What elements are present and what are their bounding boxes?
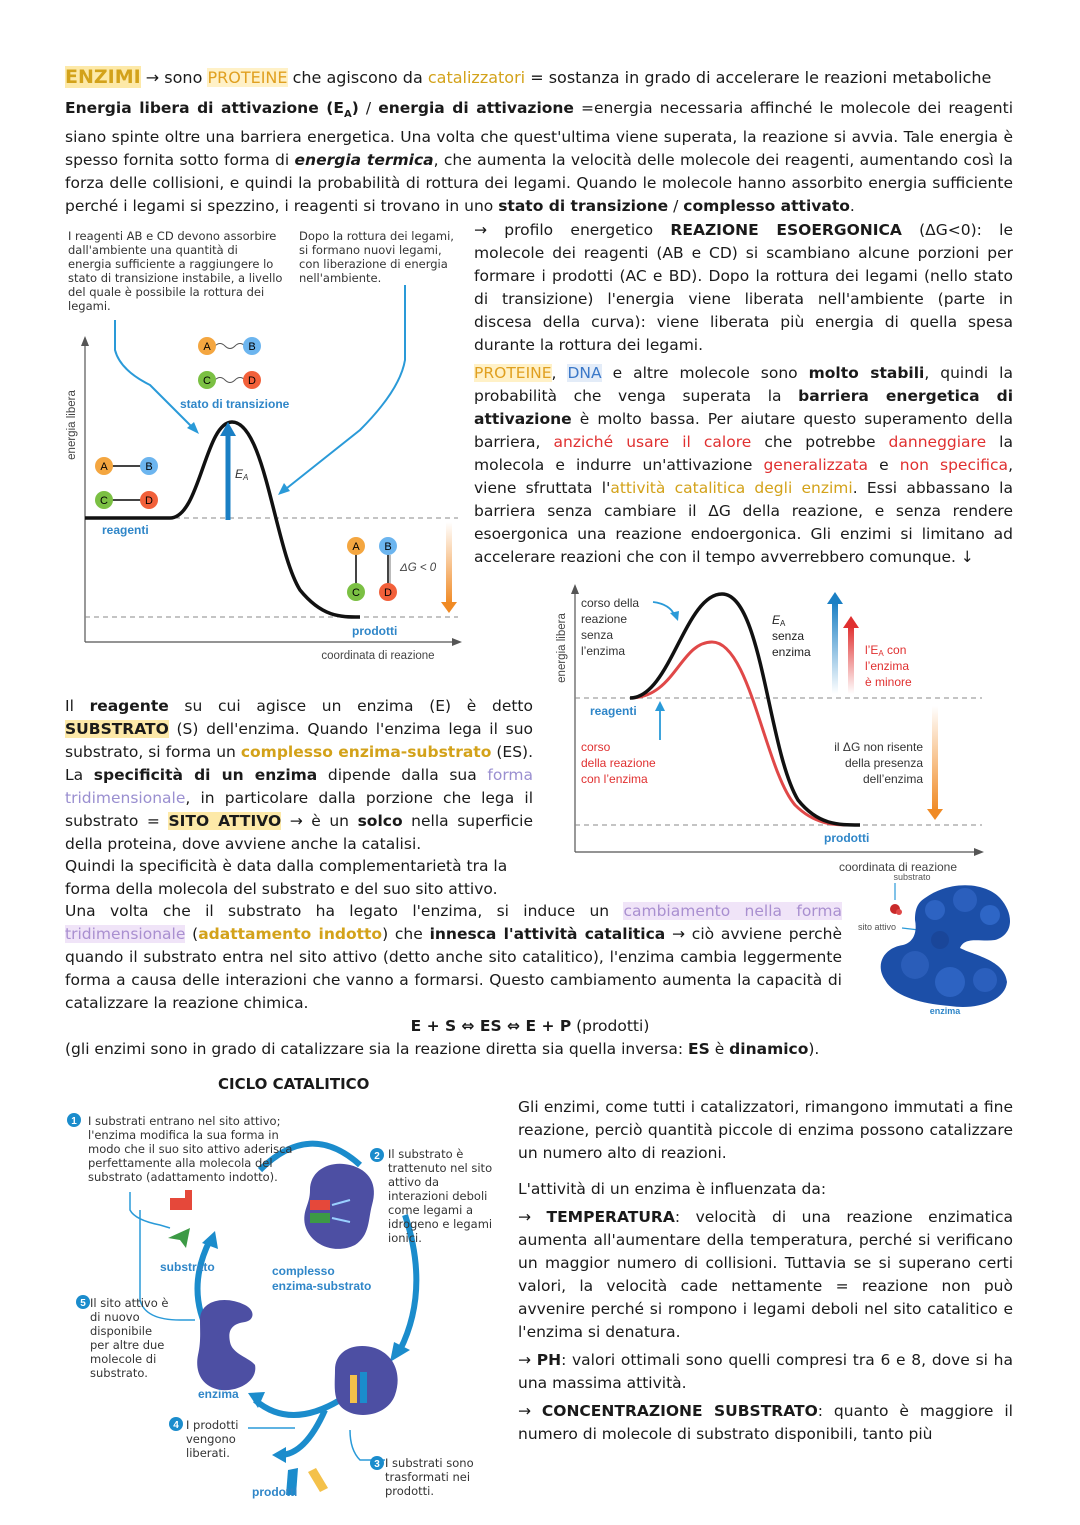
- svg-text:D: D: [384, 587, 392, 599]
- eqnote-t1: (gli enzimi sono in grado di catalizzare sia la reazione diretta sia quella inversa:: [65, 1040, 689, 1058]
- fig1-caption-right: Dopo la rottura dei legami, si formano nuovi legami, con liberazione di energia nell'ambiente.: [299, 229, 454, 285]
- stability-t1: e altre molecole sono: [601, 364, 809, 382]
- cycle-product-yellow: [308, 1468, 328, 1492]
- induced-fit-paragraph: [65, 900, 842, 1015]
- conc-text: : quanto è maggiore il numero di molecole di substrato disponibili, tanto più: [518, 1402, 1013, 1443]
- substrate-t1: Il: [65, 697, 90, 715]
- cycle-n3: 3: [374, 1459, 380, 1470]
- intro-text3: /: [668, 197, 684, 216]
- fig2-ylabel: energia libera: [556, 613, 568, 683]
- stability-t4: che potrebbe: [751, 433, 889, 451]
- fig1-dg: ΔG < 0: [400, 562, 437, 574]
- substrate-t6: , in particolare dalla porzione che lega il substrato =: [65, 789, 533, 830]
- title-rest: = sostanza in grado di accelerare le reazioni metaboliche: [530, 68, 992, 87]
- substrate-b3: specificità di un enzima: [93, 766, 318, 784]
- cycle-substrate-red: [170, 1190, 192, 1210]
- cycle-arrow-bottom: [255, 1400, 340, 1415]
- cycle-n4: 4: [173, 1420, 179, 1431]
- cycle-step1: I substrati entrano nel sito attivo; l'enzima modifica la sua forma in modo che il suo sito attivo aderisca perfettamente alla molecola del substrato (adattamento indotto).: [88, 1114, 293, 1184]
- fig1-ea: EA: [235, 467, 249, 482]
- fig1-reagents: reagenti: [102, 523, 149, 537]
- temp-term: TEMPERATURA: [546, 1208, 675, 1226]
- svg-text:D: D: [248, 375, 256, 387]
- stability-b1: molto stabili: [808, 364, 925, 382]
- temp-text: : velocità di una reazione enzimatica aumenta all'aumentare della temperatura, perché si verificano un maggior numero di collisioni. Tuttavia se si superano certi valori, la velocità cade nettamente = reazione non può avvenire perché si rompono i legami deboli nel sito catalitico e l'enzima si denatura.: [518, 1208, 1013, 1341]
- cycle-label-substrate: substrato: [160, 1260, 215, 1274]
- svg-text:A: A: [100, 461, 108, 473]
- fig2-products: prodotti: [824, 831, 870, 845]
- fig1-energy-diagram: [60, 280, 470, 665]
- equation-products: (prodotti): [571, 1017, 650, 1035]
- substrate-t2: su cui agisce un enzima (E) è detto: [168, 697, 533, 715]
- stability-t7: , viene sfruttata l': [474, 456, 1013, 497]
- intro-term4: complesso attivato: [683, 197, 850, 216]
- intro-em: energia termica: [294, 151, 434, 170]
- fig1-ylabel: energia libera: [66, 390, 78, 460]
- cycle-n5: 5: [80, 1298, 86, 1309]
- substrate-b2: SUBSTRATO: [65, 720, 169, 738]
- svg-text:C: C: [100, 495, 108, 507]
- stability-r4: non specifica: [899, 456, 1009, 474]
- stability-t8: . Essi abbassano la barriera senza cambiare il ΔG della reazione, e senza rendere esoergonica una reazione endoergonica. Gli enzimi si limitano ad accelerare reazioni che con il tempo avverrebbero comunque. ↓: [474, 479, 1013, 566]
- title-enzimi: ENZIMI: [65, 66, 141, 88]
- fig2-reagents: reagenti: [590, 704, 637, 718]
- substrate-t5: dipende dalla sua: [317, 766, 488, 784]
- fig2-dg-note: il ΔG non risente della presenza dell’enzima: [834, 740, 923, 786]
- intro-term2: energia di attivazione: [378, 99, 574, 117]
- fig1-pointer-left: [115, 320, 195, 430]
- title-sono: sono: [164, 68, 203, 87]
- eqnote-b2: dinamico: [729, 1040, 809, 1058]
- stability-r1: anziché usare il calore: [553, 433, 752, 451]
- fig1-curve: [85, 422, 360, 617]
- stability-b2: barriera energetica di attivazione: [474, 387, 1014, 428]
- substrate-b1: reagente: [89, 697, 169, 715]
- enzyme-img-substrate: substrato: [893, 872, 931, 882]
- catalyst-paragraph: Gli enzimi, come tutti i catalizzatori, rimangono immutati a fine reazione, perciò quantità piccole di enzima possono catalizzare un numero alto di reazioni.: [518, 1098, 1013, 1162]
- cycle-enzyme-products: [335, 1346, 398, 1415]
- substrate-b5: solco: [357, 812, 403, 830]
- svg-text:B: B: [145, 461, 153, 473]
- cycle-label-products: prodotti: [252, 1485, 298, 1499]
- svg-text:C: C: [203, 375, 211, 387]
- exergonic-term: REAZIONE ESOERGONICA: [670, 221, 902, 239]
- stability-t6: e: [868, 456, 900, 474]
- stability-r3: generalizzata: [763, 456, 869, 474]
- cycle-n1: 1: [71, 1116, 77, 1127]
- cycle-step4: I prodotti vengono liberati.: [186, 1418, 239, 1460]
- svg-text:B: B: [384, 541, 392, 553]
- conc-arrow: →: [518, 1402, 542, 1420]
- equation-main: E + S ⇔ ES ⇔ E + P: [410, 1017, 572, 1035]
- cycle-step3: I substrati sono trasformati nei prodotti.: [385, 1456, 474, 1498]
- fig2-course-without: corso della reazione senza l’enzima: [581, 596, 640, 658]
- stability-paragraph: [474, 362, 1013, 569]
- enzyme-img-site: sito attivo: [858, 922, 897, 932]
- substrate-l1: forma tridimensionale: [65, 766, 534, 807]
- intro-term1: Energia libera di attivazione $(E_A)$: [65, 99, 359, 121]
- equation: [0, 1015, 1080, 1038]
- induced-g1: adattamento indotto: [198, 925, 383, 943]
- title-arrow: →: [145, 68, 160, 87]
- intro-text4: .: [849, 197, 855, 216]
- svg-text:A: A: [352, 541, 360, 553]
- fig1-xlabel: coordinata di reazione: [321, 650, 435, 662]
- fig1-products: prodotti: [352, 624, 398, 638]
- stability-t2: , quindi la probabilità che venga superata la: [474, 364, 1013, 405]
- temperature-paragraph: [518, 1206, 1013, 1344]
- specificity-paragraph: Quindi la specificità è data dalla complementarietà tra la forma della molecola del substrato e del suo sito attivo.: [65, 857, 508, 898]
- stability-g1: attività catalitica degli enzimi: [610, 479, 853, 497]
- fig1-transition: stato di transizione: [180, 397, 290, 411]
- cycle-substrate-green: [168, 1228, 190, 1248]
- substrate-g1: complesso enzima-substrato: [240, 743, 492, 761]
- stability-dna: DNA: [567, 364, 602, 382]
- concentration-paragraph: [518, 1400, 1013, 1446]
- induced-t4: → ciò avviene perchè quando il substrato entra nel sito attivo (detto anche sito catalitico), l'enzima cambia leggermente forma a causa delle interazioni che vanno a formarsi. Questo cambiamento aumenta la capacità di catalizzare la reazione chimica.: [65, 925, 842, 1012]
- eqnote-b1: ES: [688, 1040, 710, 1058]
- fig1-mol-transition: [198, 337, 261, 389]
- title-mid: che agiscono da: [292, 68, 423, 87]
- substrate-t4: (ES). La: [65, 743, 534, 784]
- induced-t3: ) che: [382, 925, 430, 943]
- fig2-xlabel: coordinata di reazione: [838, 860, 958, 874]
- exergonic-arrow: →: [474, 221, 487, 239]
- stability-r2: danneggiare: [888, 433, 987, 451]
- cycle-complex: [304, 1164, 374, 1249]
- substrate-t3: (S) dell'enzima. Quando l'enzima lega il suo substrato, si forma un: [65, 720, 533, 761]
- intro-text1: =energia necessaria affinché le molecole dei reagenti siano spinte oltre una barriera energetica. Una volta che quest'ultima viene superata, la reazione si avvia. Tale energia è spesso fornita sotto forma di: [65, 99, 1014, 170]
- title-catalizzatori: catalizzatori: [427, 68, 526, 87]
- ph-paragraph: [518, 1349, 1013, 1395]
- cycle-label-enzyme: enzima: [198, 1387, 239, 1401]
- cycle-step2: Il substrato è trattenuto nel sito attivo da interazioni deboli come legami a idrogeno e legami ionici.: [388, 1147, 493, 1245]
- induced-t2: (: [185, 925, 199, 943]
- equation-note: [65, 1038, 1013, 1061]
- enzyme-blob: [881, 885, 1010, 1007]
- fig2-ea-with: l’EA con l’enzima è minore: [865, 643, 912, 689]
- intro-sep: /: [358, 99, 379, 117]
- fig2-ea-without: EA senza enzima: [772, 613, 811, 659]
- fig2-course-with: corso della reazione con l’enzima: [581, 740, 656, 786]
- fig1-mol-reagents: [95, 457, 158, 509]
- substrate-t7: → è un: [281, 812, 358, 830]
- temp-arrow: →: [518, 1208, 547, 1226]
- title-proteine: PROTEINE: [207, 68, 288, 87]
- induced-p1: cambiamento nella forma tridimensionale: [65, 902, 842, 943]
- title-line: [65, 66, 1025, 89]
- svg-text:D: D: [145, 495, 153, 507]
- intro-term3: stato di transizione: [498, 197, 669, 216]
- svg-text:C: C: [352, 587, 360, 599]
- stability-proteine: PROTEINE: [474, 364, 552, 382]
- substrate-b4: SITO ATTIVO: [168, 812, 282, 830]
- induced-b1: innesca l'attività catalitica: [429, 925, 666, 943]
- fig2-curve-without: [630, 594, 860, 825]
- cycle-title: CICLO CATALITICO: [218, 1075, 370, 1093]
- ph-text: : valori ottimali sono quelli compresi tra 6 e 8, dove si ha una massima attività.: [518, 1351, 1013, 1392]
- stability-t3: è molto bassa. Per aiutare questo superamento della barriera,: [474, 410, 1013, 451]
- influence-intro: L'attività di un enzima è influenzata da:: [518, 1180, 827, 1198]
- ph-term: PH: [536, 1351, 562, 1369]
- enzyme-img-enzyme: enzima: [929, 1006, 961, 1016]
- stability-t5: la molecola e indurre un'attivazione: [474, 433, 1013, 474]
- substrate-paragraph: [65, 695, 533, 856]
- induced-t1: Una volta che il substrato ha legato l'enzima, si induce un: [65, 902, 624, 920]
- exergonic-text1: profilo energetico: [487, 221, 671, 239]
- eqnote-t2: è: [709, 1040, 730, 1058]
- eqnote-t3: ).: [808, 1040, 820, 1058]
- fig1-caption-left: I reagenti AB e CD devono assorbire dall'ambiente una quantità di energia sufficiente a raggiungere lo stato di transizione instabile, a livello del quale è possibile la rottura dei legami.: [68, 229, 283, 313]
- svg-text:B: B: [248, 341, 256, 353]
- cycle-n2: 2: [374, 1151, 380, 1162]
- exergonic-paragraph: [474, 219, 1013, 357]
- intro-text2: , che aumenta la velocità delle molecole dei reagenti, aumentando così la forza delle collisioni, e quindi la probabilità di rottura dei legami. Quando le molecole hanno assorbito energia sufficiente perché i legami si spezzino, i reagenti si trovano in uno: [65, 151, 1013, 216]
- ph-arrow: →: [518, 1351, 537, 1369]
- cycle-step5: Il sito attivo è di nuovo disponibile per altre due molecole di substrato.: [90, 1296, 169, 1380]
- enzyme-molecule-image: [855, 870, 1020, 1020]
- fig2-energy-diagram: [550, 580, 990, 880]
- svg-text:A: A: [203, 341, 211, 353]
- stability-comma: ,: [551, 364, 568, 382]
- fig1-pointer-right: [282, 285, 405, 492]
- cycle-enzyme: [197, 1300, 255, 1390]
- cycle-label-complex: complesso enzima-substrato: [272, 1264, 372, 1293]
- conc-term: CONCENTRAZIONE SUBSTRATO: [541, 1402, 818, 1420]
- intro-paragraph: [65, 97, 1013, 218]
- substrate-t8: nella superficie della proteina, dove avviene anche la catalisi.: [65, 812, 533, 853]
- exergonic-text2: (ΔG<0): le molecole dei reagenti (AB e CD) si scambiano alcune porzioni per formare i prodotti (AC e BD). Dopo la rottura dei legami (nello stato di transizione) l'energia viene liberata nell'ambiente (parte in discesa della curva): viene liberata più energia di quella spesa durante la rottura dei legami.: [474, 221, 1013, 354]
